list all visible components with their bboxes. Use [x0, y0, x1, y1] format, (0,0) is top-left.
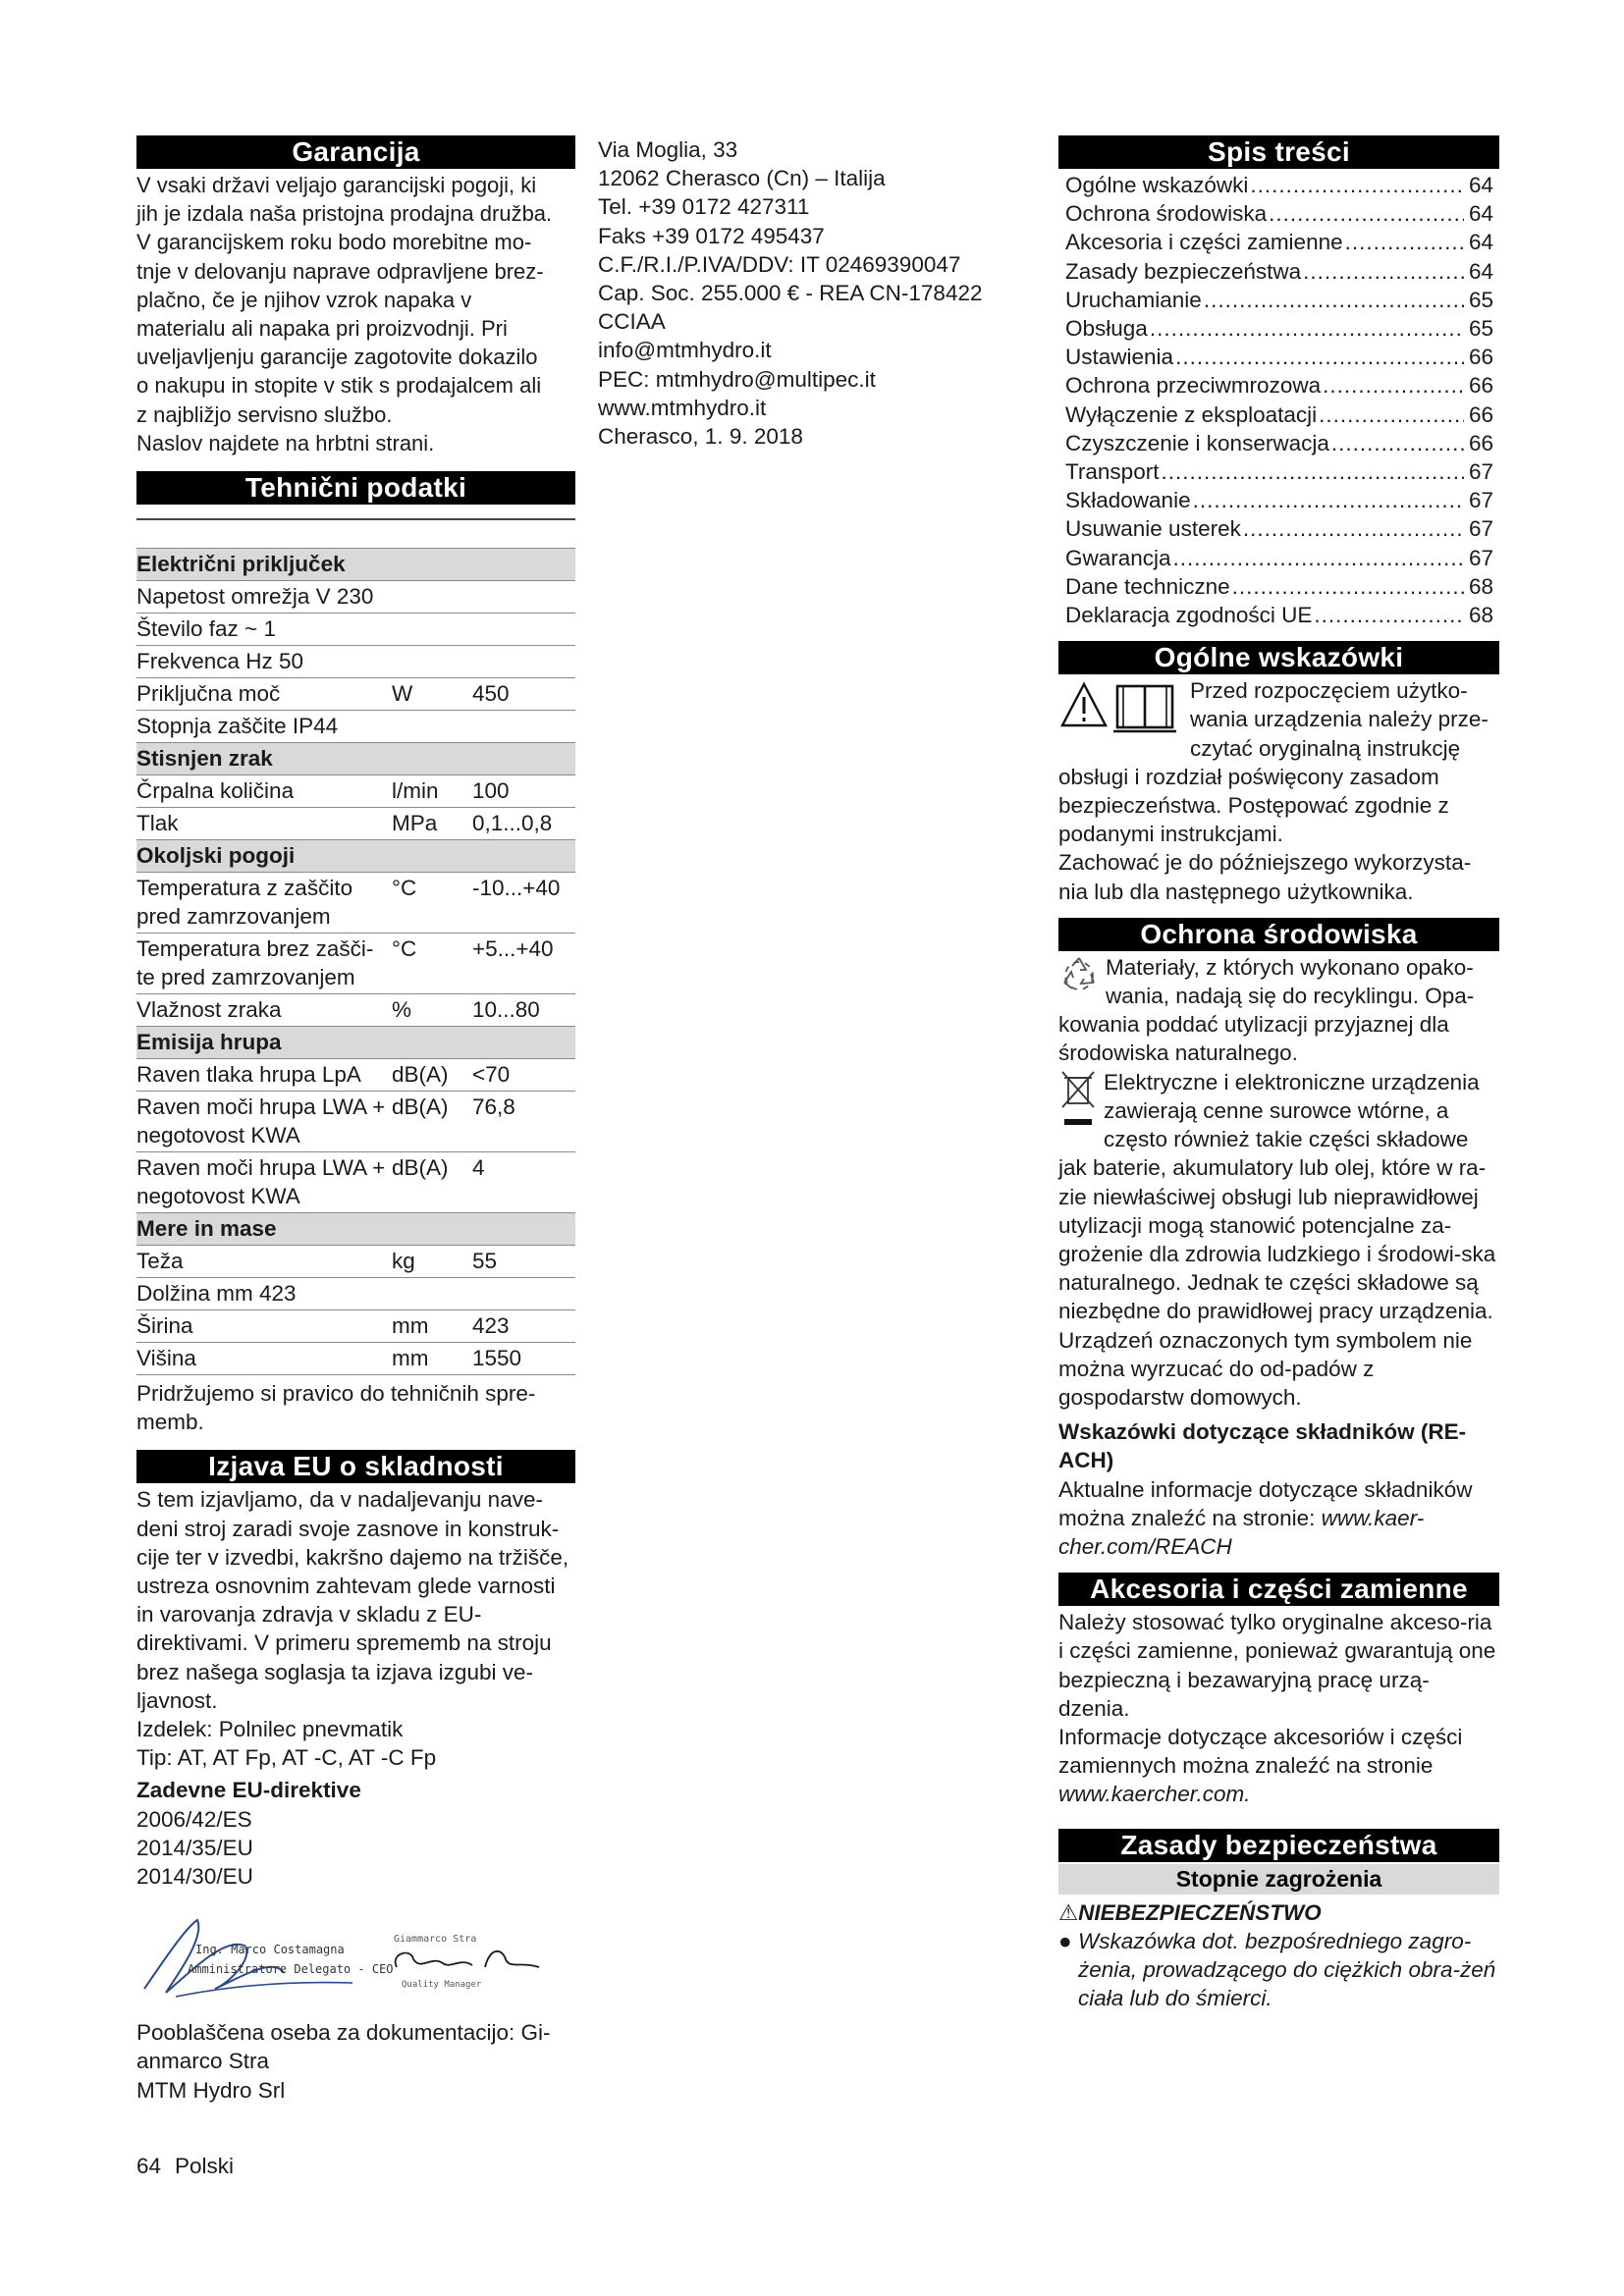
toc-dot-leader — [1345, 228, 1464, 256]
tech-unit — [392, 711, 472, 743]
tech-row — [136, 808, 575, 840]
tech-param: Višina — [136, 1343, 392, 1375]
toc-item-page: 67 — [1468, 516, 1493, 542]
toc-item-page: 64 — [1468, 230, 1493, 255]
tech-param: Napetost omrežja V 230 — [136, 581, 392, 614]
tech-row — [136, 934, 575, 994]
toc-dot-leader — [1269, 199, 1464, 228]
danger-icon: ⚠ — [1058, 1899, 1079, 1925]
tech-unit — [392, 614, 472, 646]
warning-triangle-icon — [1062, 684, 1106, 725]
tech-group-row — [136, 549, 575, 581]
crossed-bin-icon — [1058, 1068, 1098, 1129]
toc-item-page: 67 — [1468, 545, 1493, 570]
tech-param: Črpalna količina — [136, 775, 392, 808]
danger-bullet — [1058, 1927, 1499, 2013]
tech-unit: dB(A) — [392, 1059, 472, 1092]
toc-item[interactable] — [1058, 601, 1499, 629]
toc-item[interactable] — [1058, 486, 1499, 514]
environment-section — [1058, 953, 1499, 1561]
bullet-dot-icon: ● — [1058, 1928, 1072, 1953]
toc-item-label: Akcesoria i części zamienne — [1065, 230, 1343, 255]
toc-item[interactable] — [1058, 257, 1499, 286]
toc-item-page: 68 — [1468, 573, 1493, 599]
toc-item-page: 68 — [1468, 603, 1493, 628]
tech-unit: dB(A) — [392, 1152, 472, 1213]
toc-item[interactable] — [1058, 514, 1499, 543]
tech-row — [136, 1152, 575, 1213]
tech-param: Raven tlaka hrupa LpA — [136, 1059, 392, 1092]
toc-item-page: 64 — [1468, 173, 1493, 197]
tech-param: Vlažnost zraka — [136, 994, 392, 1027]
tech-group-label: Mere in mase — [136, 1213, 575, 1246]
toc-dot-leader — [1193, 486, 1464, 514]
toc-item-label: Deklaracja zgodności UE — [1065, 603, 1313, 628]
address-line: info@mtmhydro.it — [598, 338, 772, 363]
tech-value: 4 — [472, 1152, 575, 1213]
environment-heading: Ochrona środowiska — [1058, 918, 1499, 951]
tech-row — [136, 1092, 575, 1152]
tech-rule — [136, 518, 575, 520]
toc-dot-leader — [1250, 171, 1464, 199]
tech-value: 1550 — [472, 1343, 575, 1375]
toc-item-page: 66 — [1468, 345, 1493, 370]
toc-dot-leader — [1175, 343, 1464, 371]
toc-item-label: Gwarancja — [1065, 545, 1171, 570]
authorized-person: Pooblaščena oseba za dokumentacijo: Gi-anmarco Stra — [136, 2020, 551, 2074]
toc-heading: Spis treści — [1058, 135, 1499, 169]
accessories-link[interactable]: www.kaercher.com. — [1058, 1782, 1251, 1807]
accessories-text-1: Należy stosować tylko oryginalne akceso-ria i części zamienne, ponieważ gwarantują one bezpieczną i bezawaryjną pracę urzą-dzenia. — [1058, 1610, 1496, 1721]
tech-group-label: Okoljski pogoji — [136, 840, 575, 873]
tech-param: Širina — [136, 1310, 392, 1343]
tech-value: 100 — [472, 775, 575, 808]
toc-item[interactable] — [1058, 371, 1499, 400]
tech-value: +5...+40 — [472, 934, 575, 994]
left-column — [136, 135, 575, 2105]
warranty-line: o nakupu in stopite v stik s prodajalcem ali — [136, 373, 542, 399]
page-footer — [136, 2152, 247, 2180]
tech-param: Temperatura z zaščito pred zamrzovanjem — [136, 873, 392, 934]
toc-item[interactable] — [1058, 572, 1499, 601]
tech-value: 55 — [472, 1246, 575, 1278]
tech-unit: % — [392, 994, 472, 1027]
toc-item-label: Wyłączenie z eksploatacji — [1065, 401, 1318, 427]
toc-dot-leader — [1161, 457, 1464, 486]
tech-row — [136, 873, 575, 934]
tech-unit: °C — [392, 873, 472, 934]
toc-item-label: Czyszczenie i konserwacja — [1065, 430, 1329, 455]
address-line: 12062 Cherasco (Cn) – Italija — [598, 166, 886, 191]
company: MTM Hydro Srl — [136, 2077, 286, 2103]
toc-item-page: 67 — [1468, 488, 1493, 513]
tech-value — [472, 614, 575, 646]
tech-param: Temperatura brez zašči-te pred zamrzovanjem — [136, 934, 392, 994]
tech-unit: mm — [392, 1343, 472, 1375]
declaration-heading: Izjava EU o skladnosti — [136, 1450, 575, 1483]
toc-item-label: Uruchamianie — [1065, 287, 1202, 312]
page-language: Polski — [175, 2154, 235, 2178]
directives-title: Zadevne EU-direktive — [136, 1778, 361, 1803]
warranty-line: tnje v delovanju naprave odpravljene brez- — [136, 258, 544, 284]
toc-dot-leader — [1319, 400, 1464, 429]
tech-group-row — [136, 743, 575, 775]
tech-row — [136, 1278, 575, 1310]
address-line: Faks +39 0172 495437 — [598, 223, 825, 248]
tech-row — [136, 994, 575, 1027]
warranty-line: uveljavljenju garancije zagotovite dokazilo — [136, 345, 538, 370]
toc-item-page: 65 — [1468, 316, 1493, 342]
toc-item-label: Dane techniczne — [1065, 573, 1230, 599]
toc-item-label: Transport — [1065, 459, 1160, 485]
toc-item[interactable] — [1058, 457, 1499, 486]
tech-row — [136, 775, 575, 808]
toc-item-label: Ochrona przeciwmrozowa — [1065, 373, 1322, 399]
warranty-line: V garancijskem roku bodo morebitne mo- — [136, 230, 532, 255]
address-line: Tel. +39 0172 427311 — [598, 194, 810, 220]
toc-item[interactable] — [1058, 171, 1499, 199]
tech-unit: °C — [392, 934, 472, 994]
address-line: Via Moglia, 33 — [598, 137, 738, 162]
toc-dot-leader — [1150, 314, 1464, 343]
tech-row — [136, 646, 575, 678]
tech-param: Raven moči hrupa LWA + negotovost KWA — [136, 1092, 392, 1152]
warranty-line: materialu ali napaka pri proizvodnji. Pri — [136, 316, 508, 342]
tech-value: <70 — [472, 1059, 575, 1092]
sig1-name: Ing. Marco Costamagna — [195, 1943, 345, 1957]
tech-group-row — [136, 1027, 575, 1059]
tech-value — [472, 646, 575, 678]
tech-value: -10...+40 — [472, 873, 575, 934]
toc-item-label: Ustawienia — [1065, 345, 1174, 370]
tech-value: 10...80 — [472, 994, 575, 1027]
toc-dot-leader — [1303, 257, 1464, 286]
warranty-line: Naslov najdete na hrbtni strani. — [136, 430, 435, 455]
tech-group-label: Stisnjen zrak — [136, 743, 575, 775]
toc-item-label: Zasady bezpieczeństwa — [1065, 258, 1302, 284]
tech-param: Stopnja zaščite IP44 — [136, 711, 392, 743]
reach-text-body: Aktualne informacje dotyczące składników można znaleźć na stronie: — [1058, 1476, 1473, 1530]
address-line: C.F./R.I./P.IVA/DDV: IT 02469390047 — [598, 251, 961, 277]
toc-dot-leader — [1173, 544, 1464, 572]
toc-item[interactable] — [1058, 286, 1499, 314]
toc-item[interactable] — [1058, 314, 1499, 343]
tech-row — [136, 1343, 575, 1375]
tech-value: 0,1...0,8 — [472, 808, 575, 840]
tech-heading: Tehnični podatki — [136, 471, 575, 505]
recycling-icon — [1058, 953, 1100, 994]
danger-label: NIEBEZPIECZEŃSTWO — [1078, 1899, 1322, 1925]
address-line: Cap. Soc. 255.000 € - REA CN-178422 — [598, 281, 983, 306]
address-line: CCIAA — [598, 309, 666, 335]
tech-value: 423 — [472, 1310, 575, 1343]
tech-row — [136, 1310, 575, 1343]
signature-graphic — [136, 1898, 575, 2008]
tech-note: Pridržujemo si pravico do tehničnih spre-memb. — [136, 1381, 536, 1435]
toc-item-page: 66 — [1468, 401, 1493, 427]
tech-row — [136, 581, 575, 614]
tech-param: Dolžina mm 423 — [136, 1278, 392, 1310]
tech-value — [472, 581, 575, 614]
warranty-line: plačno, če je njihov vzrok napaka v — [136, 287, 472, 312]
safety-heading: Zasady bezpieczeństwa — [1058, 1829, 1499, 1862]
directive: 2014/35/EU — [136, 1835, 253, 1860]
tech-table — [136, 548, 575, 1375]
middle-column — [598, 135, 1030, 451]
accessories-text-2: Informacje dotyczące akcesoriów i części zamiennych można znaleźć na stronie — [1058, 1724, 1463, 1779]
toc-item-page: 64 — [1468, 258, 1493, 284]
tech-row — [136, 711, 575, 743]
toc-item[interactable] — [1058, 228, 1499, 256]
tech-param: Teža — [136, 1246, 392, 1278]
tech-param: Tlak — [136, 808, 392, 840]
toc-item[interactable] — [1058, 400, 1499, 429]
directive: 2006/42/ES — [136, 1806, 252, 1832]
toc-item-label: Ogólne wskazówki — [1065, 173, 1249, 197]
warning-manual-icons — [1058, 676, 1182, 739]
environment-text-1: Materiały, z których wykonano opako-wania, nadają się do recyklingu. Opa-kowania poddać utylizacji przyjaznej dla środowiska naturalnego. — [1058, 954, 1475, 1066]
tech-unit: kg — [392, 1246, 472, 1278]
tech-unit: MPa — [392, 808, 472, 840]
tech-value — [472, 1278, 575, 1310]
right-column — [1058, 135, 1499, 2012]
warranty-line: jih je izdala naša pristojna prodajna družba. — [136, 201, 553, 227]
reach-text — [1058, 1475, 1499, 1562]
toc-item-label: Ochrona środowiska — [1065, 201, 1268, 227]
toc-item[interactable] — [1058, 199, 1499, 228]
tech-value: 450 — [472, 678, 575, 711]
warranty-text — [136, 171, 575, 457]
toc-item-label: Obsługa — [1065, 316, 1148, 342]
sig2-name: Giammarco Stra — [394, 1934, 477, 1946]
directive: 2014/30/EU — [136, 1864, 253, 1890]
tech-unit — [392, 581, 472, 614]
toc-dot-leader — [1314, 601, 1464, 629]
reach-title: Wskazówki dotyczące składników (RE-ACH) — [1058, 1419, 1467, 1473]
tech-group-row — [136, 1213, 575, 1246]
danger-label-line — [1058, 1898, 1499, 1927]
warranty-line: V vsaki državi veljajo garancijski pogoji, ki — [136, 173, 537, 197]
tech-row — [136, 1246, 575, 1278]
general-heading: Ogólne wskazówki — [1058, 641, 1499, 674]
sig1-role: Amministratore Delegato - CEO — [188, 1962, 394, 1977]
toc-item[interactable] — [1058, 544, 1499, 572]
hazard-levels-subheading: Stopnie zagrożenia — [1058, 1864, 1499, 1895]
tech-param: Raven moči hrupa LWA + negotovost KWA — [136, 1152, 392, 1213]
address-line: PEC: mtmhydro@multipec.it — [598, 366, 876, 392]
tech-param: Priključna moč — [136, 678, 392, 711]
tech-unit: W — [392, 678, 472, 711]
toc-item-label: Usuwanie usterek — [1065, 516, 1241, 542]
page-number: 64 — [136, 2154, 162, 2178]
warranty-line: z najbližjo servisno službo. — [136, 401, 393, 427]
manual-book-icon — [1113, 686, 1176, 731]
warranty-heading: Garancija — [136, 135, 575, 169]
tech-unit — [392, 1278, 472, 1310]
sig2-role: Quality Manager — [402, 1980, 482, 1991]
tech-unit: dB(A) — [392, 1092, 472, 1152]
general-text-2: Zachować je do późniejszego wykorzysta-nia lub dla następnego użytkownika. — [1058, 850, 1472, 904]
toc-item-page: 67 — [1468, 459, 1493, 485]
declaration-product: Izdelek: Polnilec pnevmatik — [136, 1717, 404, 1742]
address-line: www.mtmhydro.it — [598, 395, 767, 420]
declaration-type: Tip: AT, AT Fp, AT -C, AT -C Fp — [136, 1745, 437, 1771]
tech-value: 76,8 — [472, 1092, 575, 1152]
toc-item-page: 66 — [1468, 430, 1493, 455]
toc-dot-leader — [1243, 514, 1464, 543]
tech-unit — [392, 646, 472, 678]
environment-text-2: Elektryczne i elektroniczne urządzenia zawierają cenne surowce wtórne, a często również takie części składowe jak baterie, akumulatory lub olej, które w ra-zie niewłaściwej obsługi lub nieprawidłowej utylizacji mogą stanowić potencjalne za-grożenie dla zdrowia ludzkiego i środowi-ska naturalnego. Jednak te części składowe są niezbędne do prawidłowej pracy urządzenia. Urządzeń oznaczonych tym symbolem nie można wyrzucać do od-padów z gospodarstw domowych. — [1058, 1069, 1496, 1410]
danger-bullet-text: Wskazówka dot. bezpośredniego zagro-żenia, prowadzącego do ciężkich obra-żeń ciała lub do śmierci. — [1078, 1928, 1496, 2011]
declaration-text: S tem izjavljamo, da v nadaljevanju nave-deni stroj zaradi svoje zasnove in konstruk-cije ter v izvedbi, kakršno dajemo na tržišče, ustreza osnovnim zahtevam glede varnosti in varovanja zdravja v skladu z EU-direktivami. V primeru sprememb na stroju brez našega soglasja ta izjava izgubi ve-ljavnost. — [136, 1487, 569, 1713]
toc-item-label: Składowanie — [1065, 488, 1191, 513]
tech-row — [136, 614, 575, 646]
tech-row — [136, 678, 575, 711]
tech-unit: mm — [392, 1310, 472, 1343]
signatures — [136, 1898, 575, 2008]
address-line: Cherasco, 1. 9. 2018 — [598, 424, 803, 450]
toc-dot-leader — [1323, 371, 1464, 400]
accessories-heading: Akcesoria i części zamienne — [1058, 1573, 1499, 1606]
tech-row — [136, 1059, 575, 1092]
general-text: Przed rozpoczęciem użytko-wania urządzenia należy prze-czytać oryginalną instrukcję obsługi i rozdział poświęcony zasadom bezpieczeństwa. Postępować zgodnie z podanymi instrukcjami. — [1058, 678, 1489, 847]
tech-value — [472, 711, 575, 743]
tech-group-row — [136, 840, 575, 873]
toc-item-page: 64 — [1468, 201, 1493, 227]
tech-param: Frekvenca Hz 50 — [136, 646, 392, 678]
toc-item[interactable] — [1058, 343, 1499, 371]
toc-item-page: 66 — [1468, 373, 1493, 399]
toc-list — [1058, 171, 1499, 629]
toc-dot-leader — [1331, 429, 1464, 457]
tech-group-label: Električni priključek — [136, 549, 575, 581]
general-section — [1058, 676, 1499, 906]
toc-item-page: 65 — [1468, 287, 1493, 312]
tech-group-label: Emisija hrupa — [136, 1027, 575, 1059]
toc-dot-leader — [1232, 572, 1464, 601]
tech-param: Število faz ~ 1 — [136, 614, 392, 646]
reach-link[interactable]: www.kaer-cher.com/REACH — [1058, 1505, 1425, 1559]
toc-item[interactable] — [1058, 429, 1499, 457]
toc-dot-leader — [1204, 286, 1464, 314]
tech-unit: l/min — [392, 775, 472, 808]
